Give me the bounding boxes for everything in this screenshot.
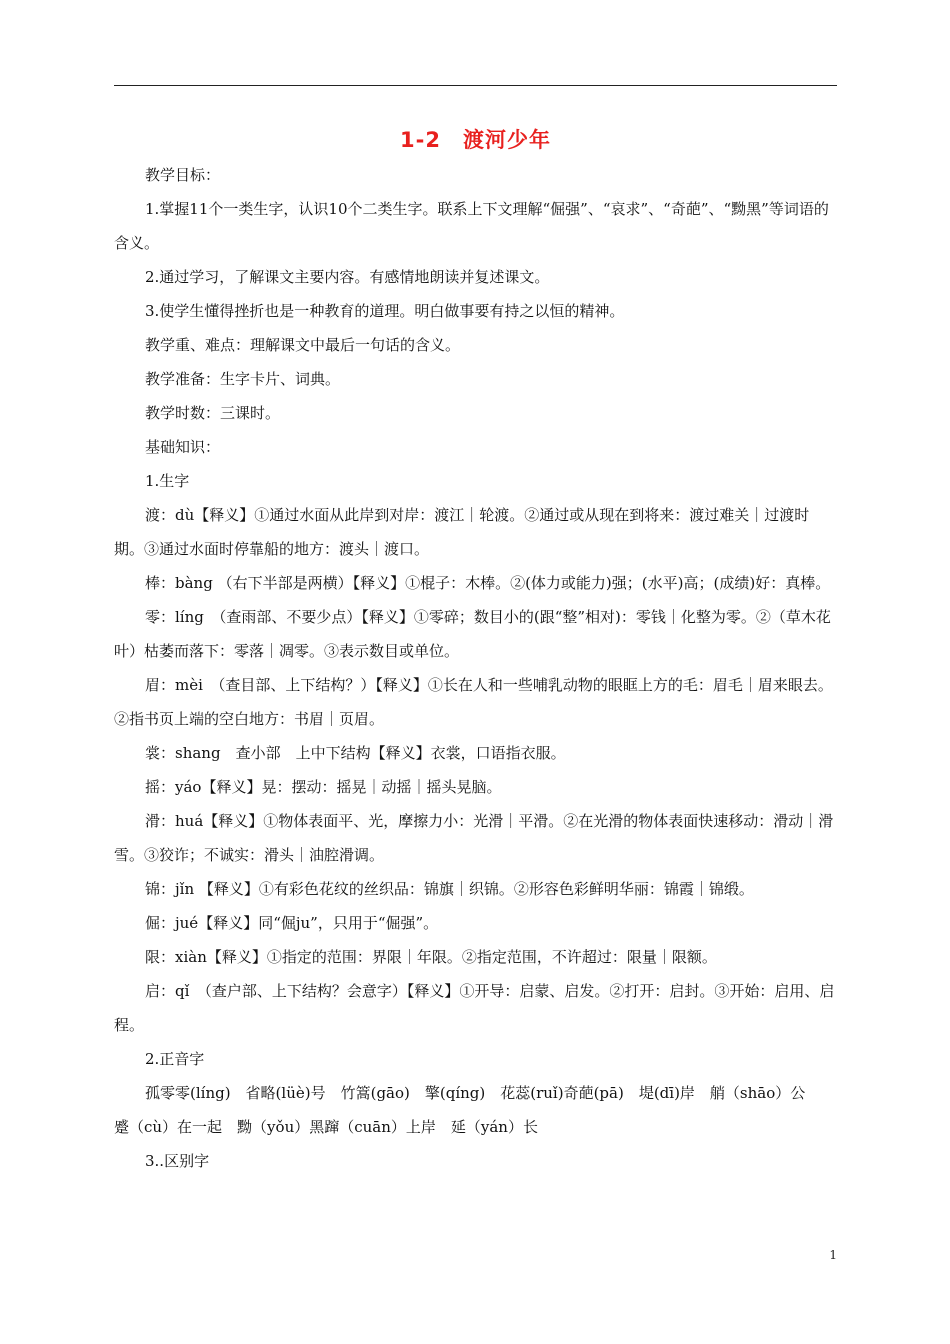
paragraph: 孤零零(líng) 省略(lüè)号 竹篙(gāo) 擎(qíng) 花蕊(ruǐ)奇葩(pā) 堤(dī)岸 艄（shāo）公 蹙（cù）在一起 黝（yǒu）黑蹿（cuān）上岸 延（yán）长: [114, 1084, 826, 1136]
paragraph: 2.正音字: [145, 1050, 205, 1068]
paragraph: 眉：mèi （查目部、上下结构？）【释义】①长在人和一些哺乳动物的眼眶上方的毛：眉毛｜眉来眼去。②指书页上端的空白地方：书眉｜页眉。: [114, 676, 833, 728]
paragraph: 滑：huá【释义】①物体表面平、光，摩擦力小：光滑｜平滑。②在光滑的物体表面快速移动：滑动｜滑雪。③狡诈；不诚实：滑头｜油腔滑调。: [114, 812, 834, 864]
header-rule: [114, 85, 837, 86]
paragraph: 零：líng （查雨部、不要少点）【释义】①零碎；数目小的(跟“整”相对)：零钱｜化整为零。②（草木花叶）枯萎而落下：零落｜凋零。③表示数目或单位。: [114, 608, 831, 660]
paragraph: 2.通过学习，了解课文主要内容。有感情地朗读并复述课文。: [145, 268, 550, 286]
document-body: [114, 158, 838, 1178]
paragraph: 教学重、难点：理解课文中最后一句话的含义。: [145, 336, 461, 354]
paragraph: 1.生字: [145, 472, 190, 490]
paragraph: 启：qǐ （查户部、上下结构？会意字）【释义】①开导：启蒙、启发。②打开：启封。③开始：启用、启程。: [114, 982, 835, 1034]
paragraph: 锦：jǐn 【释义】①有彩色花纹的丝织品：锦旗｜织锦。②形容色彩鲜明华丽：锦霞｜锦缎。: [145, 880, 754, 898]
paragraph: 教学目标：: [145, 166, 221, 184]
paragraph: 教学时数：三课时。: [145, 404, 281, 422]
page-number: 1: [829, 1248, 837, 1262]
paragraph: 教学准备：生字卡片、词典。: [145, 370, 341, 388]
paragraph: 基础知识：: [145, 438, 221, 456]
paragraph: 1.掌握11个一类生字，认识10个二类生字。联系上下文理解“倔强”、“哀求”、“奇葩”、“黝黑”等词语的含义。: [114, 200, 829, 252]
paragraph: 倔：jué【释义】同“倔ju”，只用于“倔强”。: [145, 914, 439, 932]
page-title: 1-2 渡河少年: [400, 128, 551, 152]
paragraph: 3.使学生懂得挫折也是一种教育的道理。明白做事要有持之以恒的精神。: [145, 302, 625, 320]
paragraph: 棒：bàng （右下半部是两横）【释义】①棍子：木棒。②(体力或能力)强；(水平)高；(成绩)好：真棒。: [145, 574, 831, 592]
paragraph: 裳：shang 查小部 上中下结构【释义】衣裳，口语指衣服。: [145, 744, 566, 762]
paragraph: 渡：dù【释义】①通过水面从此岸到对岸：渡江｜轮渡。②通过或从现在到将来：渡过难关｜过渡时期。③通过水面时停靠船的地方：渡头｜渡口。: [114, 506, 810, 558]
paragraph: 限：xiàn【释义】①指定的范围：界限｜年限。②指定范围，不许超过：限量｜限额。: [145, 948, 717, 966]
paragraph: 摇：yáo【释义】晃：摆动：摇晃｜动摇｜摇头晃脑。: [145, 778, 502, 796]
paragraph: 3..区别字: [145, 1152, 210, 1170]
